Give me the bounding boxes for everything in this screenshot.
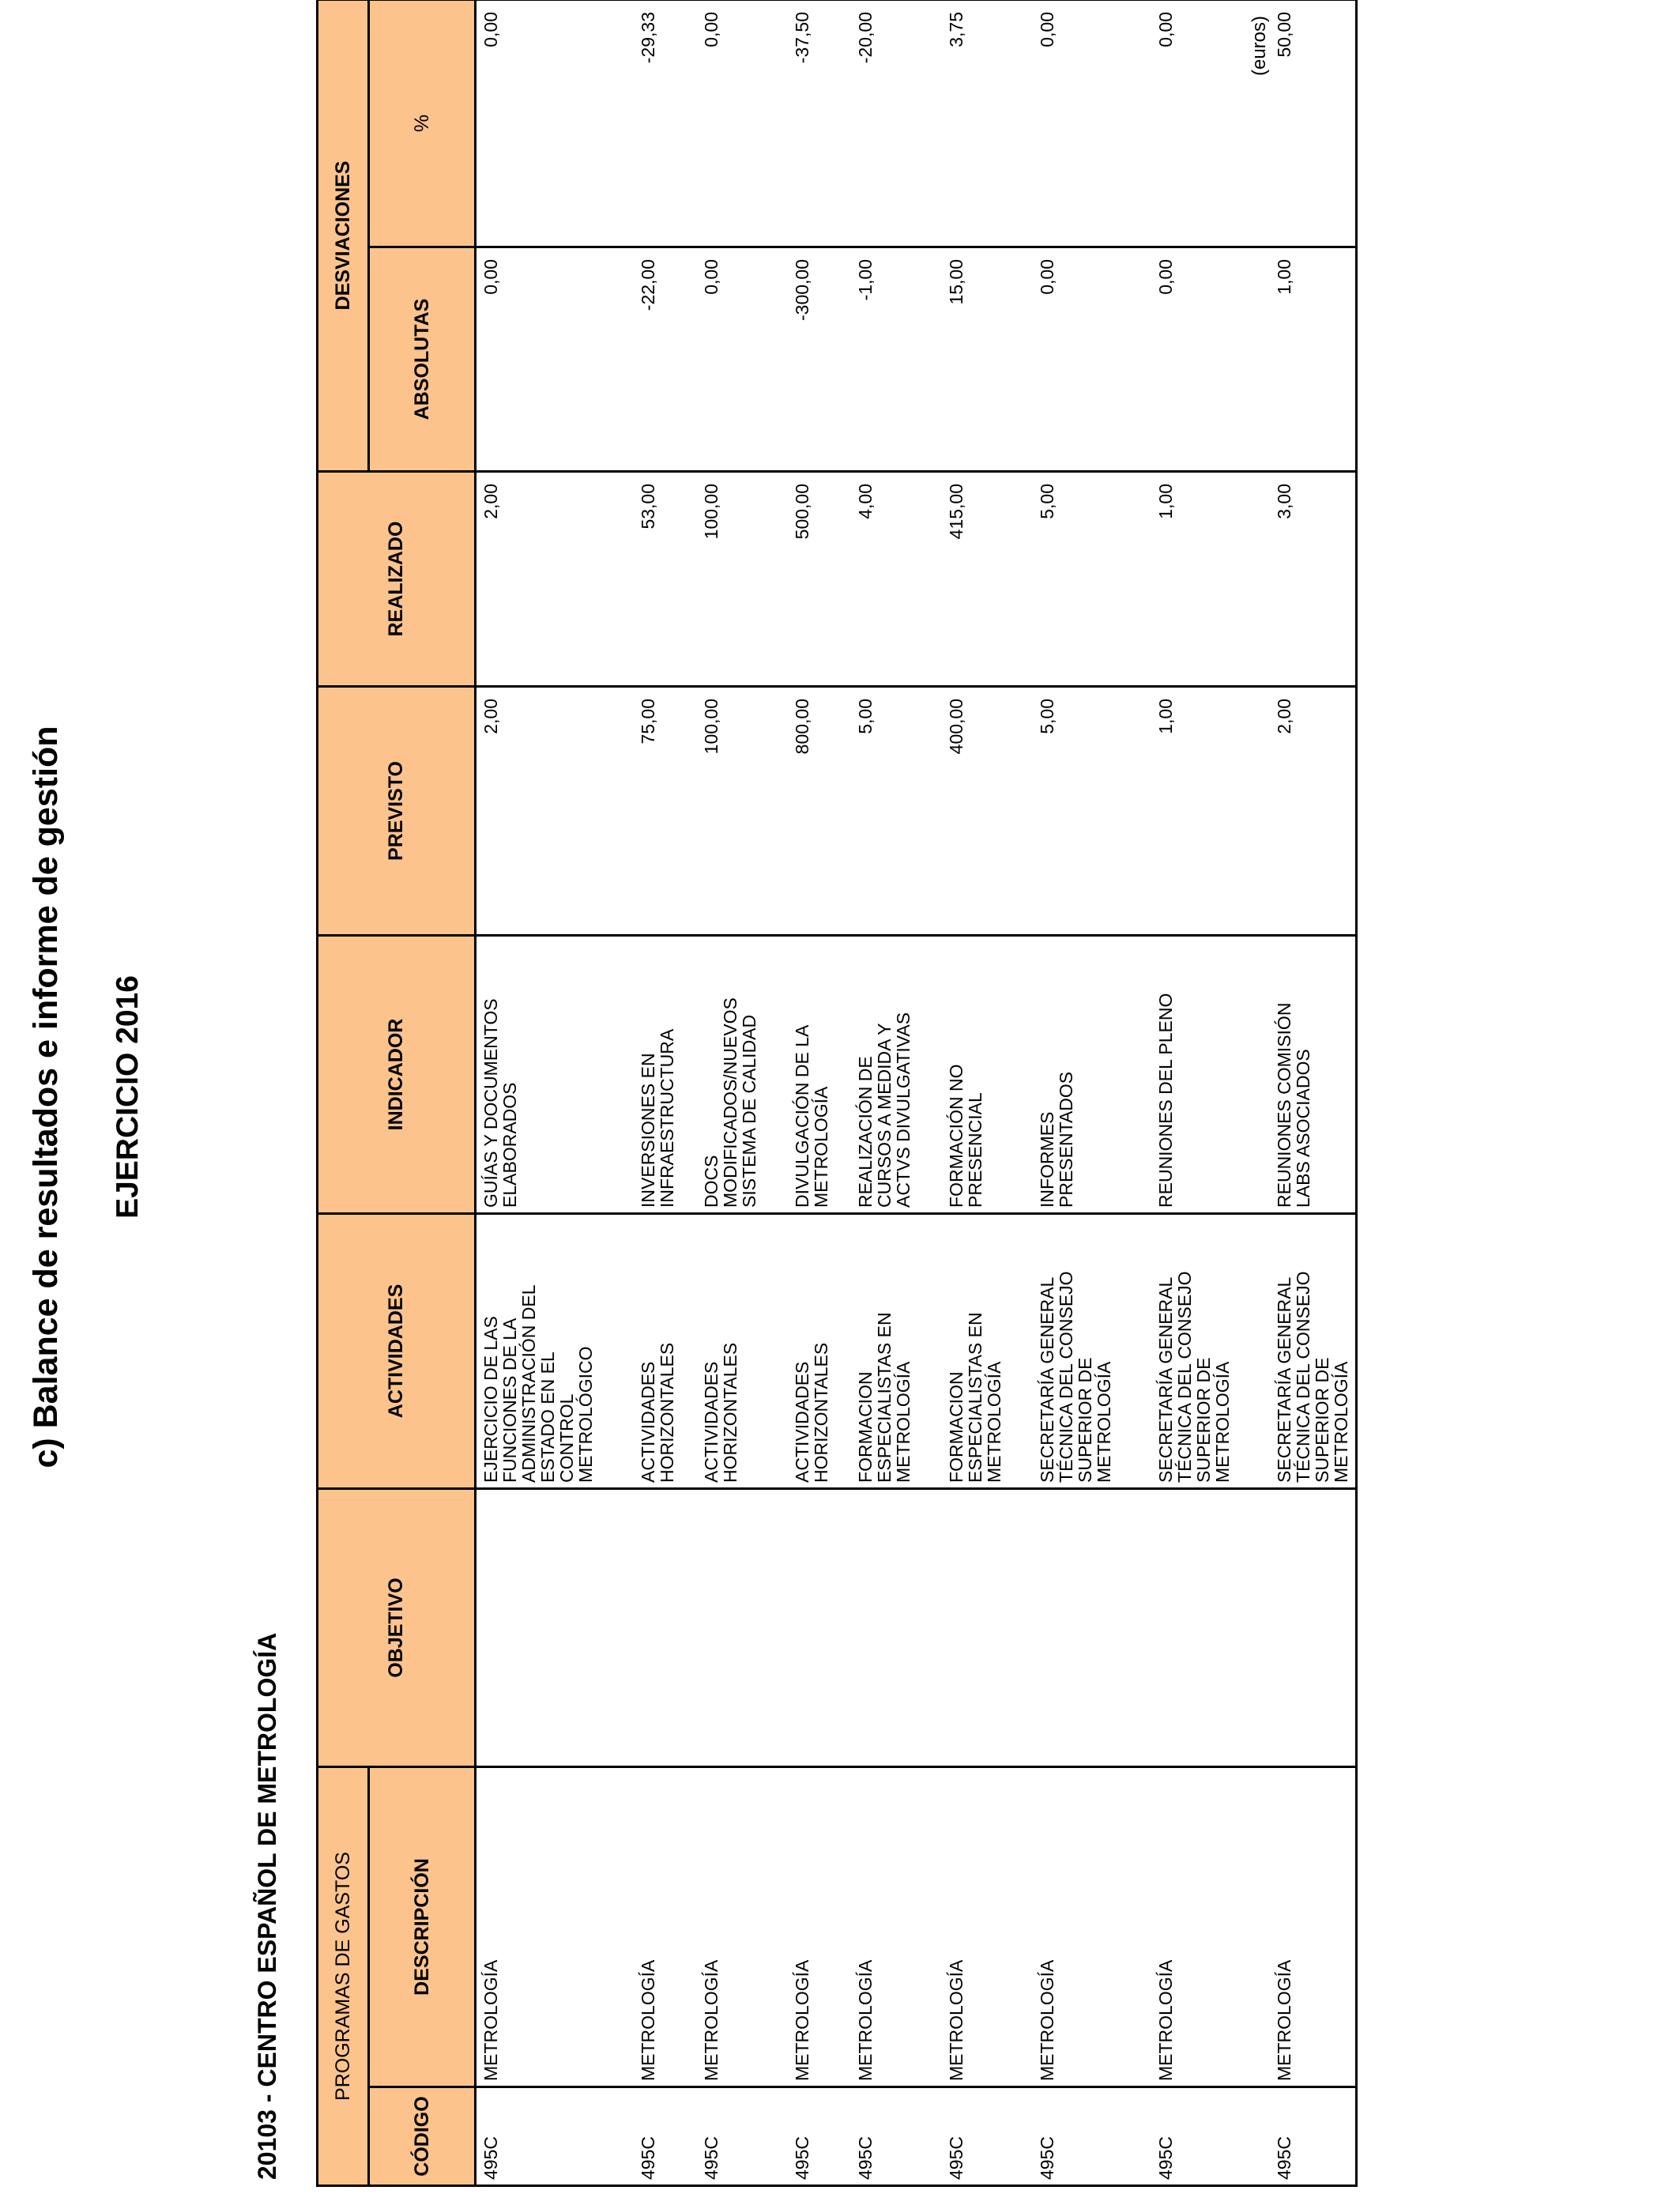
indicador-cell [851, 935, 942, 1213]
descripcion-cell-text: METROLOGÍA [854, 1959, 876, 2081]
absolutas-cell-text: 0,00 [1155, 258, 1176, 295]
table-row [634, 0, 697, 2186]
table-body [476, 0, 1357, 2186]
table-row [851, 0, 942, 2186]
previsto-cell-text: 2,00 [1273, 698, 1294, 734]
absolutas-cell-text: 0,00 [1036, 258, 1057, 295]
actividades-cell-text: ACTIVIDADES HORIZONTALES [637, 1342, 677, 1483]
percent-cell-text: -29,33 [637, 11, 658, 64]
realizado-cell [1033, 471, 1151, 686]
percent-cell [942, 0, 1033, 247]
previsto-cell-text: 5,00 [1036, 698, 1057, 734]
indicador-cell-text: INFORMES PRESENTADOS [1036, 1071, 1076, 1208]
realizado-cell [788, 471, 851, 686]
percent-cell [634, 0, 697, 247]
previsto-header: PREVISTO [318, 686, 476, 935]
objetivo-cell-text [1270, 1490, 1279, 1766]
percent-cell-text: 50,00 [1273, 11, 1294, 58]
objetivo-cell [476, 1488, 634, 1766]
actividades-cell [697, 1213, 788, 1488]
actividades-cell-text: ACTIVIDADES HORIZONTALES [791, 1342, 831, 1483]
indicador-cell-text: INVERSIONES EN INFRAESTRUCTURA [637, 1028, 677, 1208]
objetivo-cell [1033, 1488, 1151, 1766]
objetivo-cell-text [788, 1490, 797, 1766]
actividades-cell-text: SECRETARÍA GENERAL TÉCNICA DEL CONSEJO SUPERIOR DE METROLOGÍA [1036, 1271, 1114, 1483]
realizado-cell [942, 471, 1033, 686]
descripcion-cell [1033, 1766, 1151, 2087]
descripcion-cell-text: METROLOGÍA [480, 1959, 501, 2081]
realizado-cell-text: 5,00 [1036, 483, 1057, 519]
realizado-cell-text: 1,00 [1155, 483, 1176, 519]
codigo-cell-text: 495C [1036, 2136, 1057, 2180]
percent-cell-text: 0,00 [700, 11, 721, 47]
objetivo-cell-text [634, 1490, 643, 1766]
previsto-cell [788, 686, 851, 935]
indicador-cell-text: FORMACIÓN NO PRESENCIAL [945, 1064, 985, 1208]
actividades-cell [634, 1213, 697, 1488]
descripcion-cell-text: METROLOGÍA [945, 1959, 966, 2081]
table-row [1033, 0, 1151, 2186]
absolutas-cell-text: 1,00 [1273, 258, 1294, 295]
actividades-cell [788, 1213, 851, 1488]
indicador-cell-text: REALIZACIÓN DE CURSOS A MEDIDA Y ACTVS DIVULGATIVAS [854, 1012, 913, 1208]
previsto-cell [942, 686, 1033, 935]
descripcion-cell-text: METROLOGÍA [1155, 1959, 1176, 2081]
realizado-cell-text: 415,00 [945, 483, 966, 540]
indicador-cell-text: DOCS MODIFICADOS/NUEVOS SISTEMA DE CALIDAD [700, 997, 759, 1208]
objetivo-cell [1270, 1488, 1357, 1766]
codigo-cell [788, 2087, 851, 2186]
descripcion-cell-text: METROLOGÍA [1036, 1959, 1057, 2081]
descripcion-cell-text: METROLOGÍA [637, 1959, 658, 2081]
realizado-header: REALIZADO [318, 471, 476, 686]
percent-cell [1270, 0, 1357, 247]
percent-cell-text: 0,00 [1036, 11, 1057, 47]
previsto-cell-text: 1,00 [1155, 698, 1176, 734]
indicador-cell [476, 935, 634, 1213]
actividades-cell-text: ACTIVIDADES HORIZONTALES [700, 1342, 740, 1483]
indicador-cell-text: REUNIONES DEL PLENO [1155, 993, 1176, 1208]
realizado-cell-text: 500,00 [791, 483, 812, 540]
descripcion-header: DESCRIPCIÓN [369, 1766, 476, 2087]
descripcion-cell [1270, 1766, 1357, 2087]
realizado-cell-text: 4,00 [854, 483, 876, 519]
codigo-cell-text: 495C [854, 2136, 876, 2180]
codigo-cell-text: 495C [637, 2136, 658, 2180]
realizado-cell [697, 471, 788, 686]
percent-cell-text: 3,75 [945, 11, 966, 47]
report-heading: c) Balance de resultados e informe de gestión [27, 726, 65, 1468]
absolutas-cell-text: 0,00 [480, 258, 501, 295]
absolutas-cell-text: 15,00 [945, 258, 966, 305]
absolutas-cell [1270, 247, 1357, 471]
descripcion-cell-text: METROLOGÍA [791, 1959, 812, 2081]
descripcion-cell-text: METROLOGÍA [1273, 1959, 1294, 2081]
objetivo-header: OBJETIVO [318, 1488, 476, 1766]
realizado-cell-text: 2,00 [480, 483, 501, 519]
codigo-header: CÓDIGO [369, 2087, 476, 2186]
realizado-cell-text: 3,00 [1273, 483, 1294, 519]
descripcion-cell [942, 1766, 1033, 2087]
actividades-cell [1151, 1213, 1270, 1488]
indicador-cell [634, 935, 697, 1213]
previsto-cell-text: 800,00 [791, 698, 812, 755]
descripcion-cell [634, 1766, 697, 2087]
objetivo-cell-text [1033, 1490, 1042, 1766]
absolutas-cell-text: -1,00 [854, 258, 876, 301]
absolutas-cell [942, 247, 1033, 471]
codigo-cell-text: 495C [1155, 2136, 1176, 2180]
actividades-cell [476, 1213, 634, 1488]
realizado-cell [634, 471, 697, 686]
previsto-cell [1151, 686, 1270, 935]
indicador-cell-text: REUNIONES COMISIÓN LABS ASOCIADOS [1273, 1002, 1313, 1208]
exercise-year: EJERCICIO 2016 [111, 975, 145, 1219]
indicador-cell-text: DIVULGACIÓN DE LA METROLOGÍA [791, 1024, 831, 1208]
absolutas-header: ABSOLUTAS [369, 247, 476, 471]
absolutas-cell [1033, 247, 1151, 471]
actividades-cell [1270, 1213, 1357, 1488]
descripcion-cell [1151, 1766, 1270, 2087]
percent-cell-text: 0,00 [480, 11, 501, 47]
percent-cell-text: 0,00 [1155, 11, 1176, 47]
table-row [1151, 0, 1270, 2186]
codigo-cell-text: 495C [945, 2136, 966, 2180]
codigo-cell [1151, 2087, 1270, 2186]
table-row [476, 0, 634, 2186]
units-label: (euros) [1249, 15, 1270, 76]
codigo-cell-text: 495C [1273, 2136, 1294, 2180]
table-row [942, 0, 1033, 2186]
absolutas-cell-text: 0,00 [700, 258, 721, 295]
absolutas-cell [1151, 247, 1270, 471]
indicador-cell [942, 935, 1033, 1213]
percent-cell [1151, 0, 1270, 247]
codigo-cell [851, 2087, 942, 2186]
results-table [316, 0, 1358, 2187]
descripcion-cell-text: METROLOGÍA [700, 1959, 721, 2081]
indicador-cell-text: GUÍAS Y DOCUMENTOS ELABORADOS [480, 998, 520, 1208]
absolutas-cell [697, 247, 788, 471]
previsto-cell [1270, 686, 1357, 935]
realizado-cell [1270, 471, 1357, 686]
objetivo-cell [1151, 1488, 1270, 1766]
previsto-cell-text: 100,00 [700, 698, 721, 755]
descripcion-cell [851, 1766, 942, 2087]
objetivo-cell [942, 1488, 1033, 1766]
previsto-cell-text: 400,00 [945, 698, 966, 755]
previsto-cell-text: 5,00 [854, 698, 876, 734]
indicador-cell [697, 935, 788, 1213]
codigo-cell-text: 495C [480, 2136, 501, 2180]
codigo-cell [476, 2087, 634, 2186]
centre-title: 20103 - CENTRO ESPAÑOL DE METROLOGÍA [253, 1632, 281, 2180]
objetivo-cell [788, 1488, 851, 1766]
objetivo-cell [634, 1488, 697, 1766]
indicador-cell [1270, 935, 1357, 1213]
actividades-cell-text: FORMACION ESPECIALISTAS EN METROLOGÍA [945, 1312, 1004, 1483]
indicador-cell [1151, 935, 1270, 1213]
realizado-cell [476, 471, 634, 686]
percent-cell [851, 0, 942, 247]
objetivo-cell-text [477, 1490, 486, 1766]
descripcion-cell [476, 1766, 634, 2087]
realizado-cell [851, 471, 942, 686]
indicador-cell [788, 935, 851, 1213]
percent-header: % [369, 0, 476, 247]
programs-group-header: PROGRAMAS DE GASTOS [318, 1766, 369, 2185]
previsto-cell [634, 686, 697, 935]
objetivo-cell-text [1151, 1490, 1161, 1766]
previsto-cell [851, 686, 942, 935]
indicador-cell [1033, 935, 1151, 1213]
codigo-cell [1033, 2087, 1151, 2186]
codigo-cell [1270, 2087, 1357, 2186]
table-row [1270, 0, 1357, 2186]
objetivo-cell-text [851, 1490, 861, 1766]
actividades-cell [942, 1213, 1033, 1488]
table-row [697, 0, 788, 2186]
absolutas-cell [476, 247, 634, 471]
absolutas-cell [851, 247, 942, 471]
objetivo-cell-text [942, 1490, 951, 1766]
previsto-cell-text: 75,00 [637, 698, 658, 745]
descripcion-cell [697, 1766, 788, 2087]
objetivo-cell-text [697, 1490, 706, 1766]
codigo-cell [697, 2087, 788, 2186]
table-row [788, 0, 851, 2186]
codigo-cell [942, 2087, 1033, 2186]
actividades-cell [1033, 1213, 1151, 1488]
absolutas-cell [634, 247, 697, 471]
desviaciones-group-header: DESVIACIONES [318, 0, 369, 471]
objetivo-cell [697, 1488, 788, 1766]
percent-cell [788, 0, 851, 247]
realizado-cell-text: 53,00 [637, 483, 658, 530]
objetivo-cell [851, 1488, 942, 1766]
actividades-cell-text: EJERCICIO DE LAS FUNCIONES DE LA ADMINISTRACIÓN DEL ESTADO EN EL CONTROL METROLÓGICO [480, 1284, 596, 1483]
indicador-header: INDICADOR [318, 935, 476, 1213]
previsto-cell [476, 686, 634, 935]
codigo-cell [634, 2087, 697, 2186]
percent-cell [697, 0, 788, 247]
actividades-cell [851, 1213, 942, 1488]
actividades-cell-text: SECRETARÍA GENERAL TÉCNICA DEL CONSEJO SUPERIOR DE METROLOGÍA [1273, 1271, 1351, 1483]
percent-cell [476, 0, 634, 247]
descripcion-cell [788, 1766, 851, 2087]
absolutas-cell [788, 247, 851, 471]
previsto-cell [697, 686, 788, 935]
actividades-cell-text: SECRETARÍA GENERAL TÉCNICA DEL CONSEJO SUPERIOR DE METROLOGÍA [1155, 1271, 1233, 1483]
percent-cell-text: -20,00 [854, 11, 876, 64]
absolutas-cell-text: -300,00 [791, 258, 812, 321]
realizado-cell [1151, 471, 1270, 686]
previsto-cell-text: 2,00 [480, 698, 501, 734]
previsto-cell [1033, 686, 1151, 935]
percent-cell [1033, 0, 1151, 247]
absolutas-cell-text: -22,00 [637, 258, 658, 311]
realizado-cell-text: 100,00 [700, 483, 721, 540]
actividades-header: ACTIVIDADES [318, 1213, 476, 1488]
actividades-cell-text: FORMACION ESPECIALISTAS EN METROLOGÍA [854, 1312, 913, 1483]
percent-cell-text: -37,50 [791, 11, 812, 64]
codigo-cell-text: 495C [791, 2136, 812, 2180]
codigo-cell-text: 495C [700, 2136, 721, 2180]
